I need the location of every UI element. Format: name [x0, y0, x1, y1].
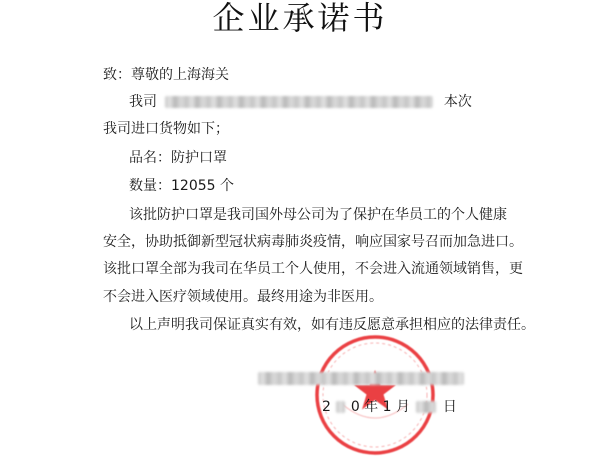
date-year-prefix: 2: [322, 399, 331, 415]
intro-line-2: 我司进口货物如下；: [103, 121, 229, 137]
company-signature: [258, 369, 464, 387]
date-suffix: 日: [442, 399, 457, 415]
goods-name: 品名：防护口罩: [129, 150, 227, 166]
company-seal: [312, 332, 438, 458]
intro-prefix: 我司: [129, 94, 157, 110]
redacted-company-name: [165, 96, 433, 108]
body-line-3: 该批口罩全部为我司在华员工个人使用，不会进入流通领域销售，更: [103, 261, 523, 277]
redacted-company-signature: [258, 372, 464, 385]
salutation: 致：尊敬的上海海关: [103, 67, 229, 83]
body-line-2: 安全，协助抵御新型冠状病毒肺炎疫情，响应国家号召而加急进口。: [103, 234, 523, 250]
body-line-5: 以上声明我司保证真实有效，如有违反愿意承担相应的法律责任。: [129, 317, 535, 333]
intro-suffix: 本次: [443, 94, 472, 110]
body-line-4: 不会进入医疗领域使用。最终用途为非医用。: [103, 289, 383, 305]
signature-date: [322, 398, 457, 416]
document-title: 企业承诺书: [212, 0, 388, 37]
redacted-date-digit: [336, 401, 345, 413]
goods-quantity: 数量：12055 个: [129, 178, 234, 194]
date-mid: 0 年 1 月: [350, 399, 410, 415]
body-line-1: 该批防护口罩是我司国外母公司为了保护在华员工的个人健康: [129, 207, 507, 223]
intro-line-1: [129, 93, 472, 111]
redacted-day: [416, 401, 436, 413]
